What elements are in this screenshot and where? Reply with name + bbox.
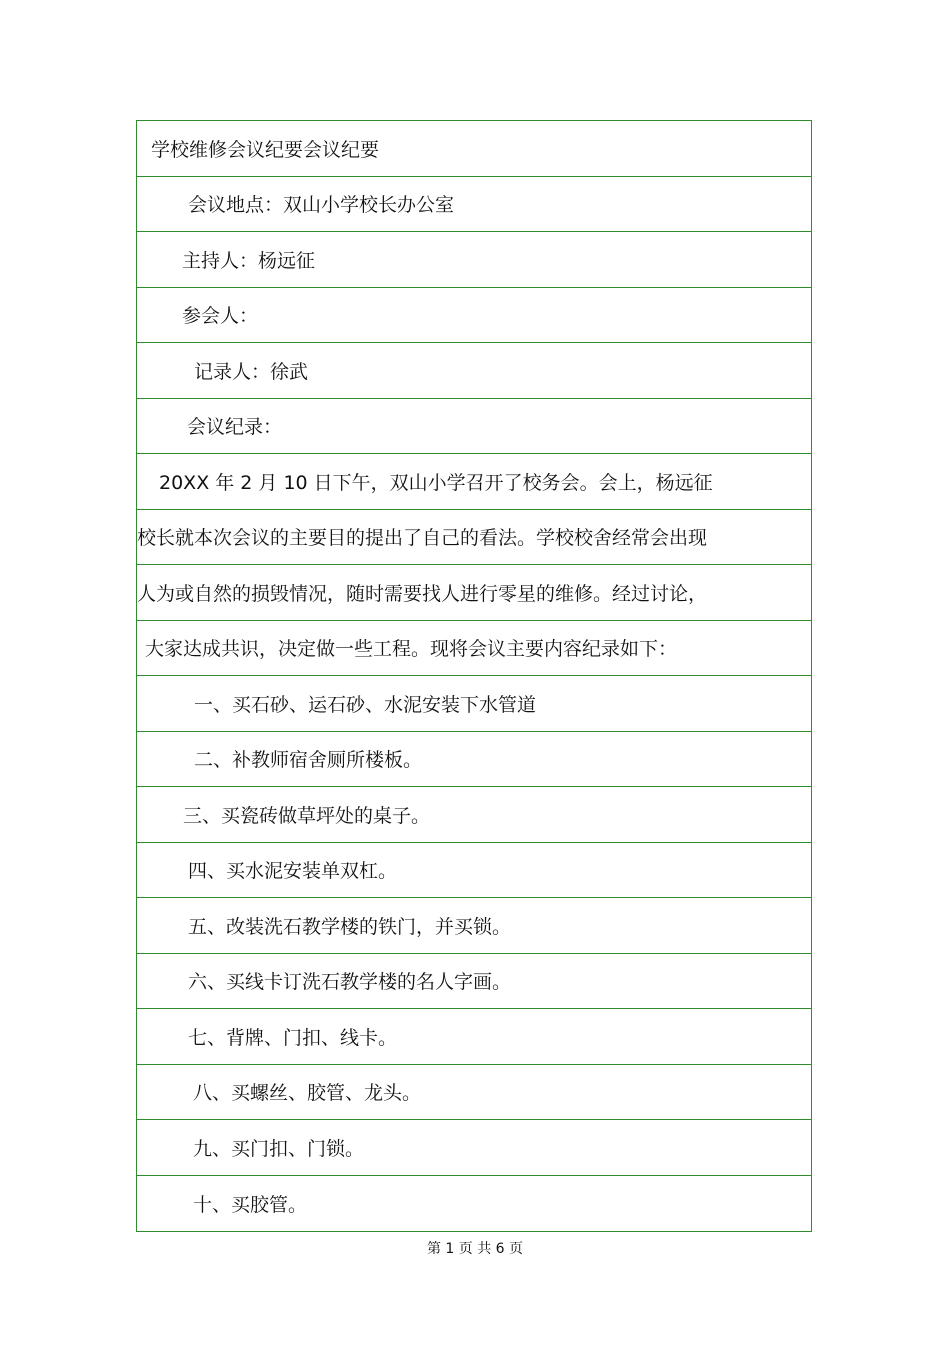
- table-row: [137, 1176, 811, 1232]
- meeting-host: 主持人：杨远征: [182, 249, 316, 272]
- table-row: [137, 232, 811, 288]
- table-row: [137, 732, 811, 788]
- list-item: 八、买螺丝、胶管、龙头。: [193, 1082, 422, 1105]
- list-item: 九、买门扣、门锁。: [193, 1137, 365, 1160]
- paragraph-line: 校长就本次会议的主要目的提出了自己的看法。学校校舍经常会出现: [137, 527, 708, 550]
- paragraph-line: 20XX 年 2 月 10 日下午，双山小学召开了校务会。会上，杨远征: [159, 471, 713, 494]
- list-item: 十、买胶管。: [193, 1193, 308, 1216]
- table-row: [137, 399, 811, 455]
- list-item: 五、改装洗石教学楼的铁门，并买锁。: [188, 915, 512, 938]
- list-item: 四、买水泥安装单双杠。: [188, 860, 398, 883]
- table-row: [137, 1009, 811, 1065]
- table-row: [137, 787, 811, 843]
- table-row: [137, 676, 811, 732]
- list-item: 二、补教师宿舍厕所楼板。: [194, 749, 423, 772]
- meeting-recorder: 记录人：徐武: [194, 360, 309, 383]
- minutes-label: 会议纪录：: [187, 416, 283, 439]
- table-row: [137, 565, 811, 621]
- table-row: [137, 121, 811, 177]
- meeting-location: 会议地点：双山小学校长办公室: [188, 194, 455, 217]
- table-row: [137, 898, 811, 954]
- table-row: [137, 454, 811, 510]
- table-row: [137, 621, 811, 677]
- table-row: [137, 954, 811, 1010]
- paragraph-line: 人为或自然的损毁情况，随时需要找人进行零星的维修。经过讨论，: [137, 582, 708, 605]
- table-row: [137, 343, 811, 399]
- list-item: 七、背牌、门扣、线卡。: [188, 1026, 398, 1049]
- list-item: 一、买石砂、运石砂、水泥安装下水管道: [194, 693, 537, 716]
- table-row: [137, 1120, 811, 1176]
- table-row: [137, 843, 811, 899]
- list-item: 六、买线卡订洗石教学楼的名人字画。: [188, 971, 512, 994]
- paragraph-line: 大家达成共识，决定做一些工程。现将会议主要内容纪录如下：: [145, 638, 678, 661]
- table-row: [137, 288, 811, 344]
- table-row: [137, 1065, 811, 1121]
- page-indicator: 第 1 页 共 6 页: [426, 1241, 524, 1257]
- table-row: [137, 177, 811, 233]
- list-item: 三、买瓷砖做草坪处的桌子。: [183, 804, 431, 827]
- document-title: 学校维修会议纪要会议纪要: [151, 138, 380, 161]
- minutes-table: [136, 120, 812, 1232]
- meeting-attendees: 参会人：: [182, 305, 259, 328]
- table-row: [137, 510, 811, 566]
